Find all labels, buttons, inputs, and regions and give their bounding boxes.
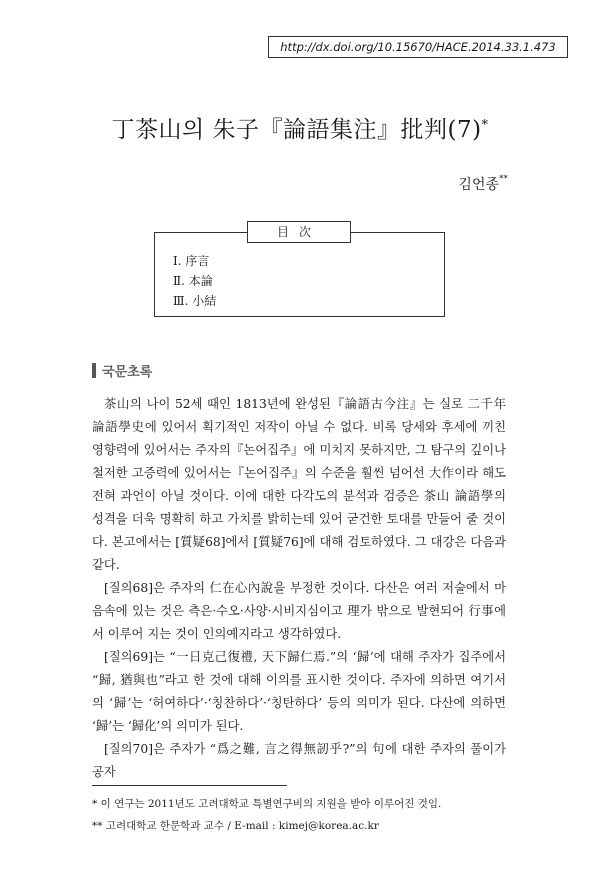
abstract-paragraph: [질의68]은 주자의 仁在心內說을 부정한 것이다. 다산은 여러 저술에서 마음속에 있는 것은 측은·수오·사양·시비지심이고 理가 밖으로 발현되어 行事에서 이루어 지는 것이 인의예지라고 생각하였다. xyxy=(92,581,506,641)
heading-bar-icon xyxy=(92,363,96,378)
title-footnote-marker: * xyxy=(481,118,489,133)
toc-item-body: Ⅱ. 本論 xyxy=(173,274,213,288)
footnote-divider xyxy=(92,785,287,786)
abstract-body xyxy=(92,393,506,784)
abstract-heading xyxy=(92,363,152,381)
title-text: 丁茶山의 朱子『論語集注』批判(7) xyxy=(111,117,482,143)
author-name: 김언종 xyxy=(458,177,499,193)
abstract-paragraph: [질의69]는 “一日克己復禮, 天下歸仁焉.”의 ‘歸’에 대해 주자가 집주에서 “歸, 猶與也”라고 한 것에 대해 이의를 표시한 것이다. 주자에 의하면 여기서의 ‘歸’는 ‘허여하다’·‘칭찬하다’·‘칭탄하다’ 등의 의미가 된다. 다산에 의하면 ‘歸’는 ‘歸化’의 의미가 된다. xyxy=(92,650,506,733)
toc-item-conclusion: Ⅲ. 小結 xyxy=(173,294,217,308)
abstract-paragraph: [질의70]은 주자가 “爲之難, 言之得無訒乎?”의 句에 대한 주자의 풀이가 공자 xyxy=(92,742,506,779)
footnotes xyxy=(92,793,506,837)
toc-heading: 目次 xyxy=(247,221,351,243)
abstract-paragraph: 茶山의 나이 52세 때인 1813년에 완성된『論語古今注』는 실로 二千年 論語學史에 있어서 획기적인 저작이 아닐 수 없다. 비록 당세와 후세에 끼친 영향력에 있어서는 주자의『논어집주』에 미치지 못하지만, 그 탐구의 깊이나 철저한 고증력에 있어서는『논어집주』의 수준을 훨씬 넘어선 大作이라 해도 전혀 과언이 아닐 것이다. 이에 대한 다각도의 분석과 검증은 茶山 論語學의 성격을 더욱 명확히 하고 가치를 밝히는데 있어 굳건한 토대를 만들어 줄 것이다. 본고에서는 [質疑68]에서 [質疑76]에 대해 검토하였다. 그 대강은 다음과 같다. xyxy=(92,397,506,572)
abstract-heading-text: 국문초록 xyxy=(102,365,153,380)
toc-list xyxy=(173,251,216,311)
table-of-contents xyxy=(154,225,445,317)
author-footnote-marker: ** xyxy=(499,174,508,184)
paper-title xyxy=(0,110,600,150)
doi-link[interactable]: http://dx.doi.org/10.15670/HACE.2014.33.1.473 xyxy=(268,36,568,58)
author xyxy=(458,174,508,194)
toc-item-intro: Ⅰ. 序言 xyxy=(173,254,210,268)
footnote-affiliation: ** 고려대학교 한문학과 교수 / E-mail : kimej@korea.ac.kr xyxy=(92,820,379,832)
footnote-funding: * 이 연구는 2011년도 고려대학교 특별연구비의 지원을 받아 이루어진 것임. xyxy=(92,798,442,810)
